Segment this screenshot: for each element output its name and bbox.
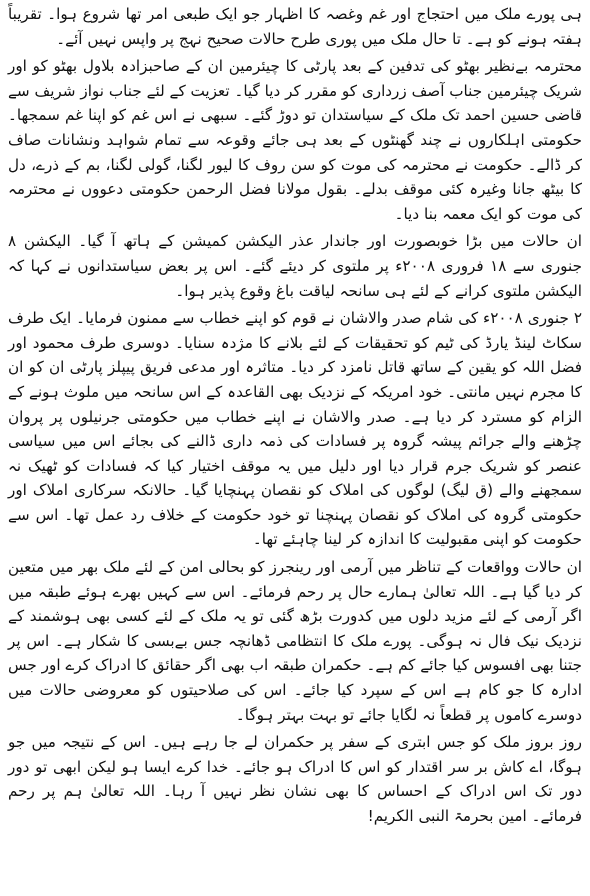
paragraph-burial-party-chairman: محترمہ بےنظیر بھٹو کی تدفین کے بعد پارٹی کا چیئرمین ان کے صاحبزادہ بلاول بھٹو کو اور شریک چیئرمین جناب آصف زرداری کو مقرر کر دیا گیا۔ تعزیت کے لئے جناب نواز شریف سے قاضی حسین احمد تک ملک کے سیاستدان تو دوڑ گئے۔ سبھی نے اس غم کو اپنا غم سمجھا۔ حکومتی اہلکاروں نے چند گھنٹوں کے بعد ہی جائے وقوعہ سے تمام شواہد ونشانات صاف کر ڈالے۔ حکومت نے محترمہ کی موت کو سن روف کا لیور لگنا، گولی لگنا، بم کے ذرے، دل کا بیٹھ جانا وغیرہ کئی موقف بدلے۔ بقول مولانا فضل الرحمن حکومتی دعووں نے محترمہ کی موت کو ایک معمہ بنا دیا۔ bbox=[8, 57, 582, 223]
paragraph-army-deployment: ان حالات وواقعات کے تناظر میں آرمی اور رینجرز کو بحالی امن کے لئے ملک بھر میں متعین کر دیا گیا ہے۔ اللہ تعالیٰ ہمارے حال پر رحم فرمائے۔ اس سے کہیں بھرے ہوئے طبقہ میں اگر آرمی کے لئے مزید دلوں میں کدورت بڑھ گئی تو یہ ملک کے لئے کسی بھی ہوشمند کے نزدیک نیک فال نہ ہوگی۔ پورے ملک کا انتظامی ڈھانچہ جس بےبسی کا شکار ہے۔ اس پر جتنا بھی افسوس کیا جائے کم ہے۔ حکمران طبقہ اب بھی اگر حقائق کا ادراک کرے اور جس ادارہ کا جو کام ہے اس کے سپرد کیا جائے۔ اس کی صلاحیتوں کو معروضی حالات میں دوسرے کاموں پر قطعاً نہ لگایا جائے تو بہت بہتر ہوگا۔ bbox=[8, 558, 582, 724]
paragraph-election-postponed: ان حالات میں بڑا خوبصورت اور جاندار عذر الیکشن کمیشن کے ہاتھ آ گیا۔ الیکشن ۸ جنوری سے ۱۸ فروری ۲۰۰۸ء پر ملتوی کر دیئے گئے۔ اس پر بعض سیاستدانوں نے کہا کہ الیکشن ملتوی کرانے کے لئے ہی سانحہ لیاقت باغ وقوع پذیر ہوا۔ bbox=[8, 232, 582, 300]
paragraph-president-address: ۲ جنوری ۲۰۰۸ء کی شام صدر والاشان نے قوم کو اپنے خطاب سے ممنون فرمایا۔ ایک طرف سکاٹ لینڈ یارڈ کی ٹیم کو تحقیقات کے لئے بلانے کا مژدہ سنایا۔ دوسری طرف محمود اور فضل اللہ کو یقین کے ساتھ قاتل نامزد کر دیا۔ متاثرہ اور مدعی فریق پیپلز پارٹی ان کو ان کا مجرم نہیں مانتی۔ خود امریکہ کے نزدیک بھی القاعدہ کے اس سانحہ میں ملوث ہونے کے الزام کو مسترد کر دیا ہے۔ صدر والاشان نے اپنے خطاب میں حکومتی جرنیلوں پر پروان چڑھنے والے جرائم پیشہ گروہ پر فسادات کی ذمہ داری ڈالنے کی بجائے اس میں سیاسی عنصر کو شریک جرم قرار دیا اور دلیل میں یہ موقف اختیار کیا کہ فسادات کو ٹھیک نہ سمجھنے والے (ق لیگ) لوگوں کی املاک کو نقصان پہنچایا گیا۔ حالانکہ سرکاری املاک اور حکومتی گروہ کی املاک کو نقصان پہنچنا تو خود حکومت کے خلاف رد عمل تھا۔ اس سے حکومت کو اپنی مقبولیت کا اندازہ کر لینا چاہئے تھا۔ bbox=[8, 309, 582, 549]
paragraph-unrest: ہی پورے ملک میں احتجاج اور غم وغصہ کا اظہار جو ایک طبعی امر تھا شروع ہوا۔ تقریباً ہفتہ ہونے کو ہے۔ تا حال ملک میں پوری طرح حالات صحیح نہج پر واپس نہیں آئے۔ bbox=[8, 5, 582, 48]
paragraph-closing-prayer: روز بروز ملک کو جس ابتری کے سفر پر حکمران لے جا رہے ہیں۔ اس کے نتیجہ میں جو ہوگا، اے کاش بر سر اقتدار کو اس کا ادراک ہو جائے۔ خدا کرے ایسا ہو لیکن ابھی تو دور دور تک اس ادراک کے احساس کا بھی نشان نظر نہیں آ رہا۔ اللہ تعالیٰ ہم پر رحم فرمائے۔ امین بحرمۃ النبی الکریم! bbox=[8, 733, 582, 825]
